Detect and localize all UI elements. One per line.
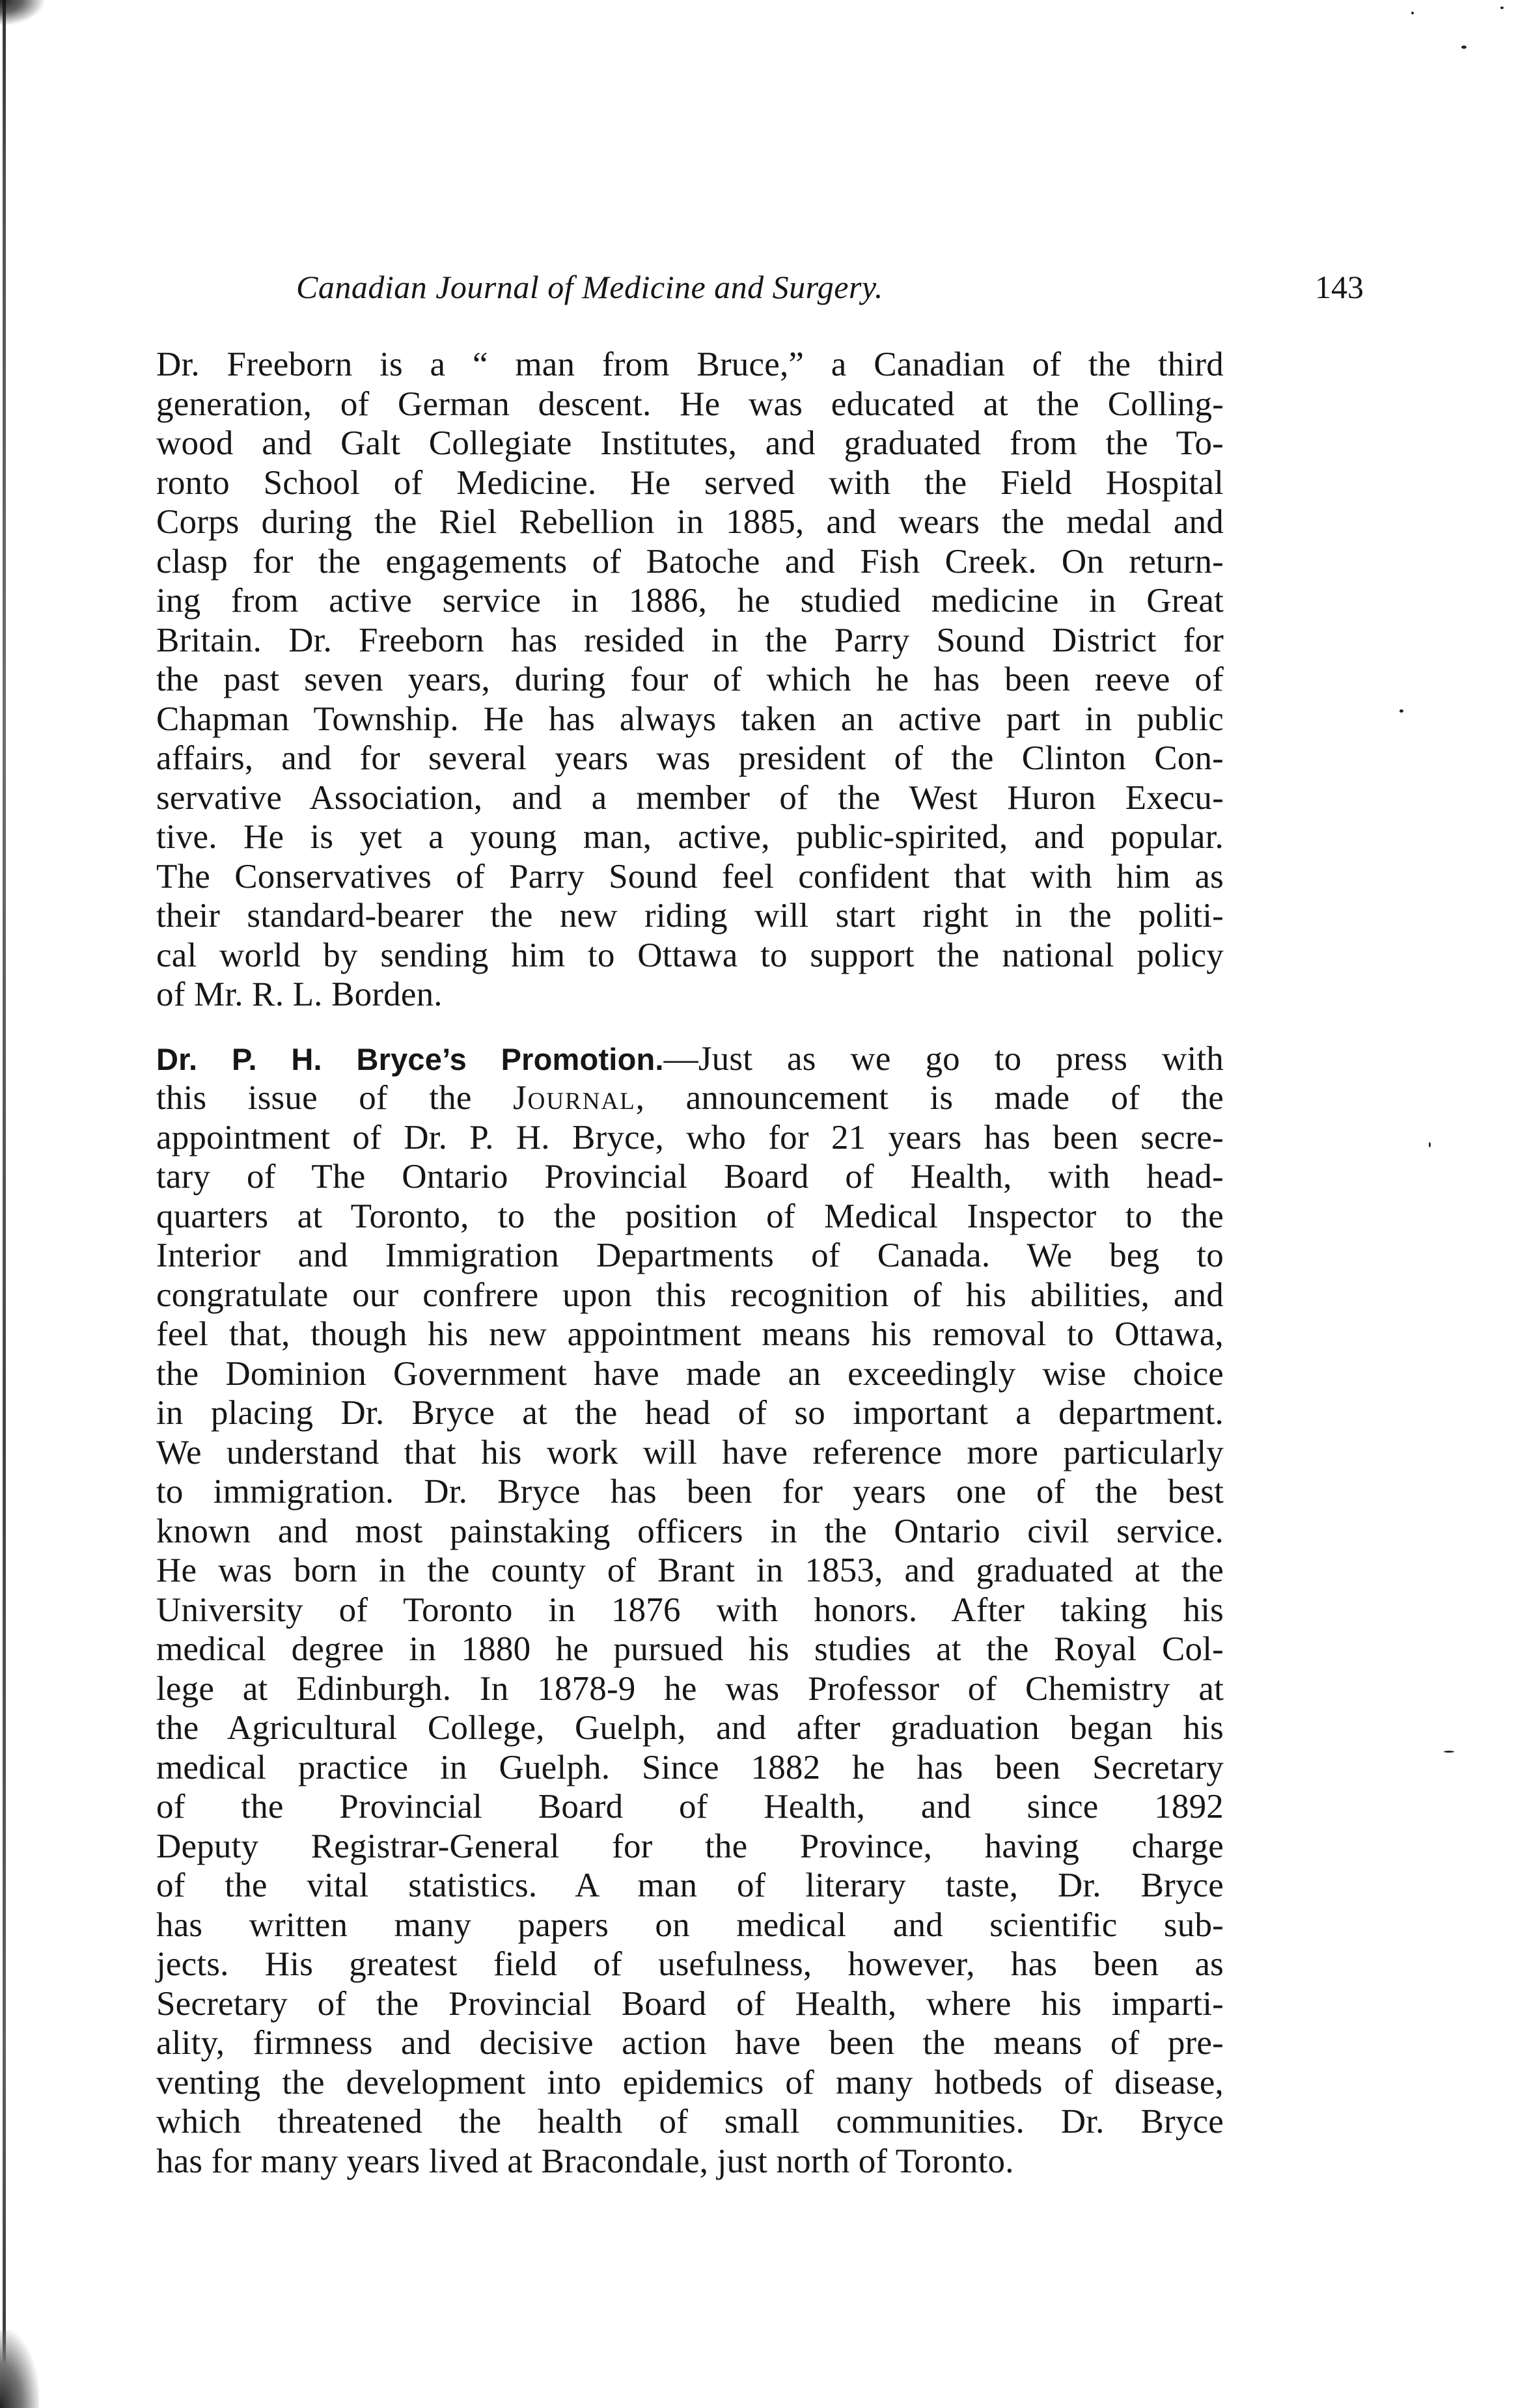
text-line: tive. He is yet a young man, active, public-spirited, and popular. [156,818,1224,856]
text-line: of the Provincial Board of Health, and since 1892 [156,1788,1224,1826]
scan-corner-mark [0,0,46,26]
scan-speck [1461,46,1467,49]
text-line: in placing Dr. Bryce at the head of so important a department. [156,1394,1224,1432]
heading-line-text: —Just as we go to press with [663,1039,1224,1078]
line-text: , announcement is made of the [635,1079,1224,1117]
text-line: venting the development into epidemics of many hotbeds of disease, [156,2063,1224,2101]
text-line: University of Toronto in 1876 with honors. After taking his [156,1591,1224,1629]
scan-speck [1399,709,1403,713]
text-line: known and most painstaking officers in the Ontario civil service. [156,1512,1224,1550]
journal-title: Canadian Journal of Medicine and Surgery. [296,269,883,305]
scan-speck [1500,7,1504,9]
text-line: the Agricultural College, Guelph, and after graduation began his [156,1709,1224,1747]
text-line: We understand that his work will have reference more particularly [156,1433,1224,1471]
text-line: of the vital statistics. A man of literary taste, Dr. Bryce [156,1867,1224,1904]
paragraph-spacer [156,1015,1224,1039]
text-line: ality, firmness and decisive action have been the means of pre- [156,2024,1224,2062]
heading-line [156,1039,1224,1079]
text-line: ing from active service in 1886, he studied medicine in Great [156,582,1224,620]
section-heading: Dr. P. H. Bryce’s Promotion. [156,1041,664,1076]
text-line: the past seven years, during four of which he has been reeve of [156,661,1224,698]
text-line: wood and Galt Collegiate Institutes, and graduated from the To- [156,424,1224,462]
scan-speck [1429,1142,1431,1147]
paragraph-bryce-promotion [156,1039,1224,2182]
running-head [296,268,1364,314]
text-line: medical practice in Guelph. Since 1882 he has been Secretary [156,1748,1224,1786]
text-line: generation, of German descent. He was educated at the Colling- [156,385,1224,423]
text-line: their standard-bearer the new riding will start right in the politi- [156,897,1224,935]
journal-name: Journal [512,1079,636,1117]
text-line: which threatened the health of small communities. Dr. Bryce [156,2103,1224,2141]
text-line: appointment of Dr. P. H. Bryce, who for 21 years has been secre- [156,1118,1224,1156]
text-line: He was born in the county of Brant in 1853, and graduated at the [156,1552,1224,1589]
text-line: ronto School of Medicine. He served with the Field Hospital [156,463,1224,502]
scan-bottom-corner-mark [0,2330,39,2408]
text-line: has written many papers on medical and scientific sub- [156,1906,1224,1944]
text-line: the Dominion Government have made an exceedingly wise choice [156,1354,1224,1393]
text-line: Chapman Township. He has always taken an active part in public [156,700,1224,738]
text-line: Dr. Freeborn is a “ man from Bruce,” a Canadian of the third [156,346,1224,383]
text-line: jects. His greatest field of usefulness, however, has been as [156,1945,1224,1983]
text-line: Britain. Dr. Freeborn has resided in the Parry Sound District for [156,621,1224,659]
text-line: clasp for the engagements of Batoche and Fish Creek. On return- [156,542,1224,581]
text-line: has for many years lived at Bracondale, just north of Toronto. [156,2142,1014,2180]
text-line: quarters at Toronto, to the position of Medical Inspector to the [156,1197,1224,1235]
text-line: The Conservatives of Parry Sound feel confident that with him as [156,857,1224,896]
scan-speck [1411,12,1414,14]
text-line: congratulate our confrere upon this recognition of his abilities, and [156,1276,1224,1314]
text-line: Deputy Registrar-General for the Province, having charge [156,1827,1224,1865]
text-line: tary of The Ontario Provincial Board of Health, with head- [156,1158,1224,1196]
page-number: 143 [1315,269,1364,305]
scan-left-edge [3,0,6,2408]
text-line: of Mr. R. L. Borden. [156,976,443,1013]
paragraph-freeborn [156,345,1224,1015]
text-line: Secretary of the Provincial Board of Health, where his imparti- [156,1984,1224,2023]
text-line: Interior and Immigration Departments of Canada. We beg to [156,1237,1224,1274]
text-line: servative Association, and a member of the West Huron Execu- [156,778,1224,817]
text-line [156,1078,1224,1118]
text-line: cal world by sending him to Ottawa to support the national policy [156,936,1224,974]
text-line: lege at Edinburgh. In 1878-9 he was Professor of Chemistry at [156,1669,1224,1708]
text-line: to immigration. Dr. Bryce has been for years one of the best [156,1473,1224,1511]
line-text: this issue of the [156,1079,513,1117]
text-line: medical degree in 1880 he pursued his studies at the Royal Col- [156,1630,1224,1668]
text-line: feel that, though his new appointment means his removal to Ottawa, [156,1315,1224,1353]
article-body [156,345,1224,2181]
text-line: affairs, and for several years was president of the Clinton Con- [156,739,1224,777]
text-line: Corps during the Riel Rebellion in 1885, and wears the medal and [156,503,1224,541]
scan-speck [1444,1751,1454,1753]
